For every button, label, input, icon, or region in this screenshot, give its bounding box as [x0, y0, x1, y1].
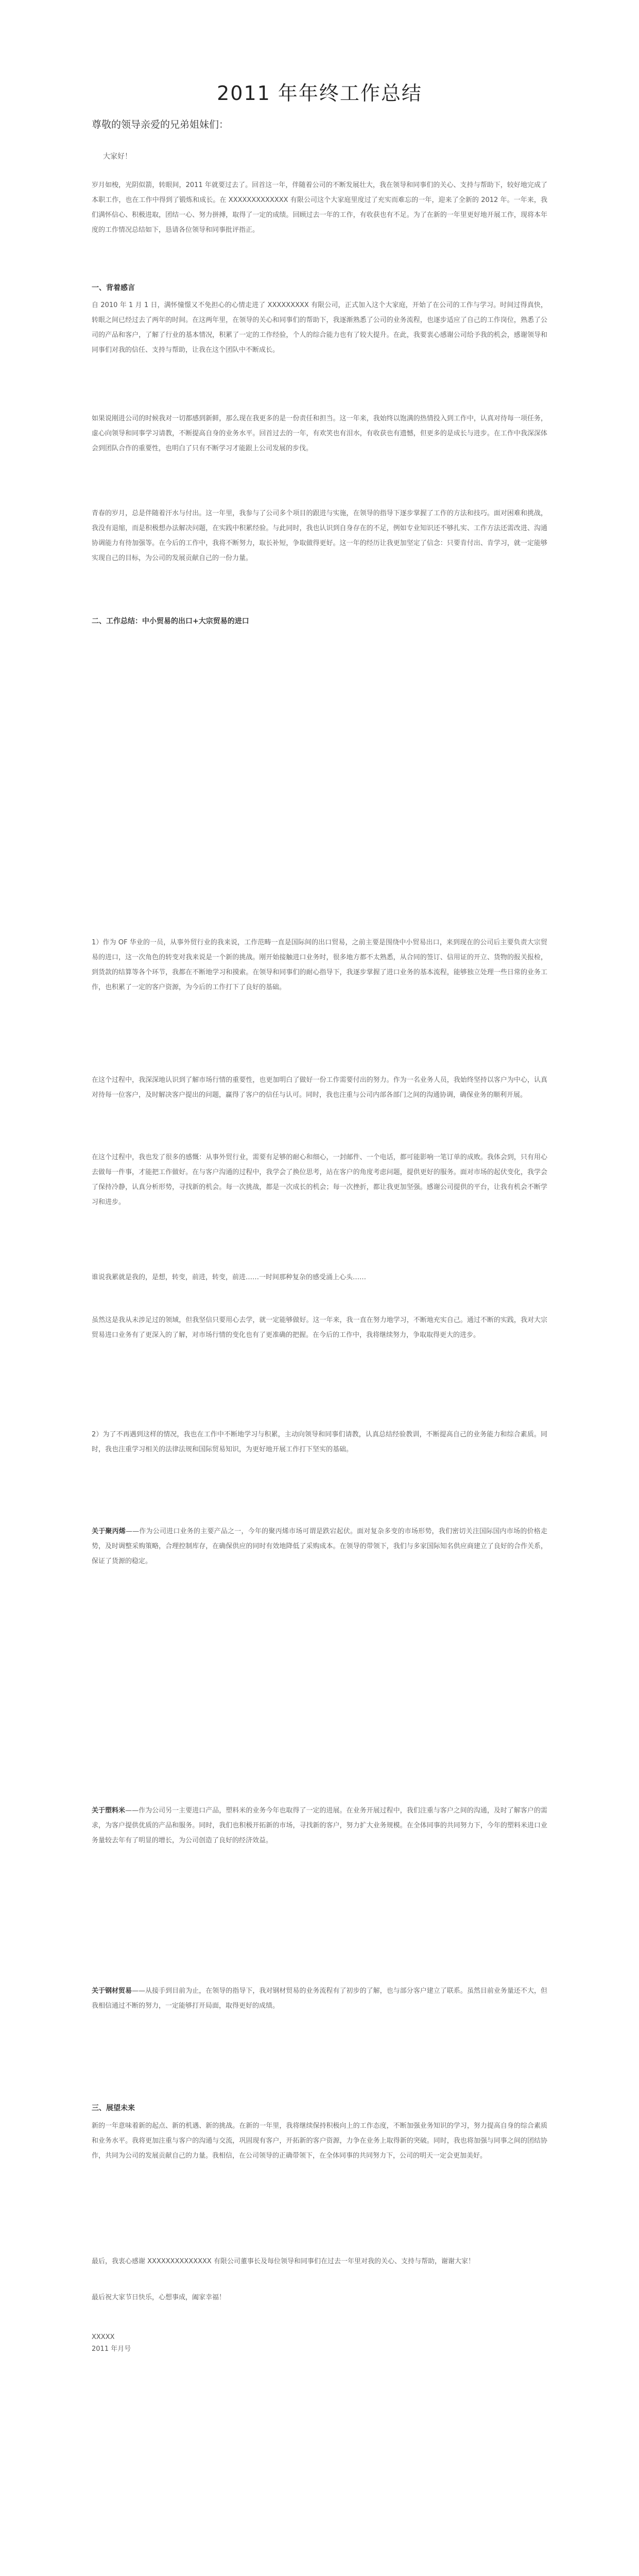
steel-trade-text: ——从接手到目前为止，在领导的指导下，我对钢材贸易的业务流程有了初步的了解，也与部分客户建立了联系。虽然目前业务量还不大，但我相信通过不断的努力，一定能够打开局面，取得更好的成绩。: [92, 1987, 547, 2010]
plastic-pellets-paragraph: [92, 1803, 547, 1848]
section-1-paragraph-1: 自 2010 年 1 月 1 日，满怀憧憬又不免担心的心情走进了 XXXXXXXXX 有限公司，正式加入这个大家庭，开始了在公司的工作与学习。时间过得真快，转眼之间已经过去了两年的时间。在这两年里，在领导的关心和同事们的帮助下，我逐渐熟悉了公司的业务流程，也逐步适应了自己的工作岗位，熟悉了公司的产品和客户，了解了行业的基本情况，积累了一定的工作经验，个人的综合能力也有了较大提升。在此，我要衷心感谢公司给予我的机会，感谢领导和同事们对我的信任、支持与帮助，让我在这个团队中不断成长。: [92, 301, 547, 354]
section-3-heading: 三、展望未来: [92, 2104, 135, 2112]
signature-date: 2011 年月号: [92, 2345, 131, 2353]
section-3-paragraph-1: 新的一年意味着新的起点、新的机遇、新的挑战。在新的一年里，我将继续保持积极向上的工作态度，不断加强业务知识的学习，努力提高自身的综合素质和业务水平。我将更加注重与客户的沟通与交流，巩固现有客户，开拓新的客户资源，力争在业务上取得新的突破。同时，我也将加强与同事之间的团结协作，共同为公司的发展贡献自己的力量。我相信，在公司领导的正确带领下，在全体同事的共同努力下，公司的明天一定会更加美好。: [92, 2122, 547, 2160]
dear-all: 大家好！: [103, 152, 132, 161]
section-1-heading: 一、背着感言: [92, 284, 135, 292]
section-2-paragraph-4: 谁说我累就是我的，是想，转变，前进，转变，前进……一时间那种复杂的感受涌上心头……: [92, 1274, 367, 1281]
plastic-pellets-text: ——作为公司另一主要进口产品，塑料米的业务今年也取得了一定的进展。在业务开展过程中，我们注重与客户之间的沟通，及时了解客户的需求，为客户提供优质的产品和服务。同时，我们也积极开拓新的市场，寻找新的客户，努力扩大业务规模。在全体同事的共同努力下，今年的塑料米进口业务量较去年有了明显的增长，为公司创造了良好的经济效益。: [92, 1807, 547, 1844]
steel-trade-paragraph: [92, 1984, 547, 2013]
section-3-paragraph-2: 最后，我衷心感谢 XXXXXXXXXXXXXX 有限公司董事长及每位领导和同事们在过去一年里对我的关心、支持与帮助，谢谢大家！: [92, 2258, 475, 2265]
section-2-heading: 二、工作总结：中小贸易的出口+大宗贸易的进口: [92, 617, 249, 625]
polypropylene-paragraph: [92, 1524, 547, 1569]
intro-paragraph: 岁月如梭，光阴似箭，转眼间，2011 年就要过去了。回首这一年，伴随着公司的不断发展壮大，我在领导和同事们的关心、支持与帮助下，较好地完成了本职工作，也在工作中得到了锻炼和成长。在 XXXXXXXXXXXXX 有限公司这个大家庭里度过了充实而难忘的一年，迎来了全新的 2012 年。一年来，我们满怀信心、积极进取，团结一心、努力拼搏，取得了一定的成绩。回顾过去一年的工作，有收获也有不足。为了在新的一年里更好地开展工作，现将本年度的工作情况总结如下，恳请各位领导和同事批评指正。: [92, 181, 547, 234]
page-title: 2011 年年终工作总结: [217, 82, 422, 105]
section-2-paragraph-5: 虽然这是我从未涉足过的领域，但我坚信只要用心去学，就一定能够做好。这一年来，我一直在努力地学习，不断地充实自己。通过不断的实践，我对大宗贸易进口业务有了更深入的了解，对市场行情的变化也有了更准确的把握。在今后的工作中，我将继续努力，争取取得更大的进步。: [92, 1316, 547, 1339]
steel-trade-lead: 关于钢材贸易: [92, 1987, 132, 1995]
section-2-paragraph-1: 1）作为 OF 华业的一员，从事外贸行业的我来说，工作范畴一直是国际间的出口贸易，之前主要是围绕中小贸易出口，来到现在的公司后主要负责大宗贸易的进口，这一次角色的转变对我来说是一个新的挑战。刚开始接触进口业务时，很多地方都不太熟悉，从合同的签订、信用证的开立、货物的报关报检，到货款的结算等各个环节，我都在不断地学习和摸索。在领导和同事们的耐心指导下，我逐步掌握了进口业务的基本流程，能够独立处理一些日常的业务工作，也积累了一定的客户资源，为今后的工作打下了良好的基础。: [92, 939, 547, 991]
closing-line: 最后祝大家节日快乐，心想事成，阖家幸福！: [92, 2294, 226, 2301]
greeting: 尊敬的领导亲爱的兄弟姐妹们：: [92, 119, 229, 130]
section-2-paragraph-2: 在这个过程中，我深深地认识到了解市场行情的重要性，也更加明白了做好一份工作需要付出的努力。作为一名业务人员，我始终坚持以客户为中心，认真对待每一位客户，及时解决客户提出的问题，赢得了客户的信任与认可。同时，我也注重与公司内部各部门之间的沟通协调，确保业务的顺利开展。: [92, 1076, 547, 1099]
section-2-paragraph-3: 在这个过程中，我也发了很多的感慨：从事外贸行业，需要有足够的耐心和细心，一封邮件、一个电话，都可能影响一笔订单的成败。我体会到，只有用心去做每一件事，才能把工作做好。在与客户沟通的过程中，我学会了换位思考，站在客户的角度考虑问题，提供更好的服务。面对市场的起伏变化，我学会了保持冷静，认真分析形势，寻找新的机会。每一次挑战，都是一次成长的机会；每一次挫折，都让我更加坚强。感谢公司提供的平台，让我有机会不断学习和进步。: [92, 1154, 547, 1206]
plastic-pellets-lead: 关于塑料米: [92, 1807, 126, 1815]
section-1-paragraph-3: 青春的岁月，总是伴随着汗水与付出。这一年里，我参与了公司多个项目的跟进与实施，在领导的指导下逐步掌握了工作的方法和技巧。面对困难和挑战，我没有退缩，而是积极想办法解决问题，在实践中积累经验。与此同时，我也认识到自身存在的不足，例如专业知识还不够扎实、工作方法还需改进、沟通协调能力有待加强等。在今后的工作中，我将不断努力，取长补短，争取做得更好。这一年的经历让我更加坚定了信念：只要肯付出、肯学习，就一定能够实现自己的目标，为公司的发展贡献自己的一份力量。: [92, 510, 547, 562]
signature-name: XXXXX: [92, 2333, 115, 2341]
section-2-paragraph-6: 2）为了不再遇到这样的情况，我也在工作中不断地学习与积累，主动向领导和同事们请教，认真总结经验教训，不断提高自己的业务能力和综合素质。同时，我也注重学习相关的法律法规和国际贸易知识，为更好地开展工作打下坚实的基础。: [92, 1431, 547, 1453]
polypropylene-text: ——作为公司进口业务的主要产品之一，今年的聚丙烯市场可谓是跌宕起伏。面对复杂多变的市场形势，我们密切关注国际国内市场的价格走势，及时调整采购策略，合理控制库存，在确保供应的同时有效地降低了采购成本。在领导的带领下，我们与多家国际知名供应商建立了良好的合作关系，保证了货源的稳定。: [92, 1528, 547, 1565]
polypropylene-lead: 关于聚丙烯: [92, 1528, 126, 1535]
section-1-paragraph-2: 如果说刚进公司的时候我对一切都感到新鲜，那么现在我更多的是一份责任和担当。这一年来，我始终以饱满的热情投入到工作中，认真对待每一项任务，虚心向领导和同事学习请教，不断提高自身的业务水平。回首过去的一年，有欢笑也有泪水，有收获也有遗憾，但更多的是成长与进步。在工作中我深深体会到团队合作的重要性，也明白了只有不断学习才能跟上公司发展的步伐。: [92, 415, 547, 452]
